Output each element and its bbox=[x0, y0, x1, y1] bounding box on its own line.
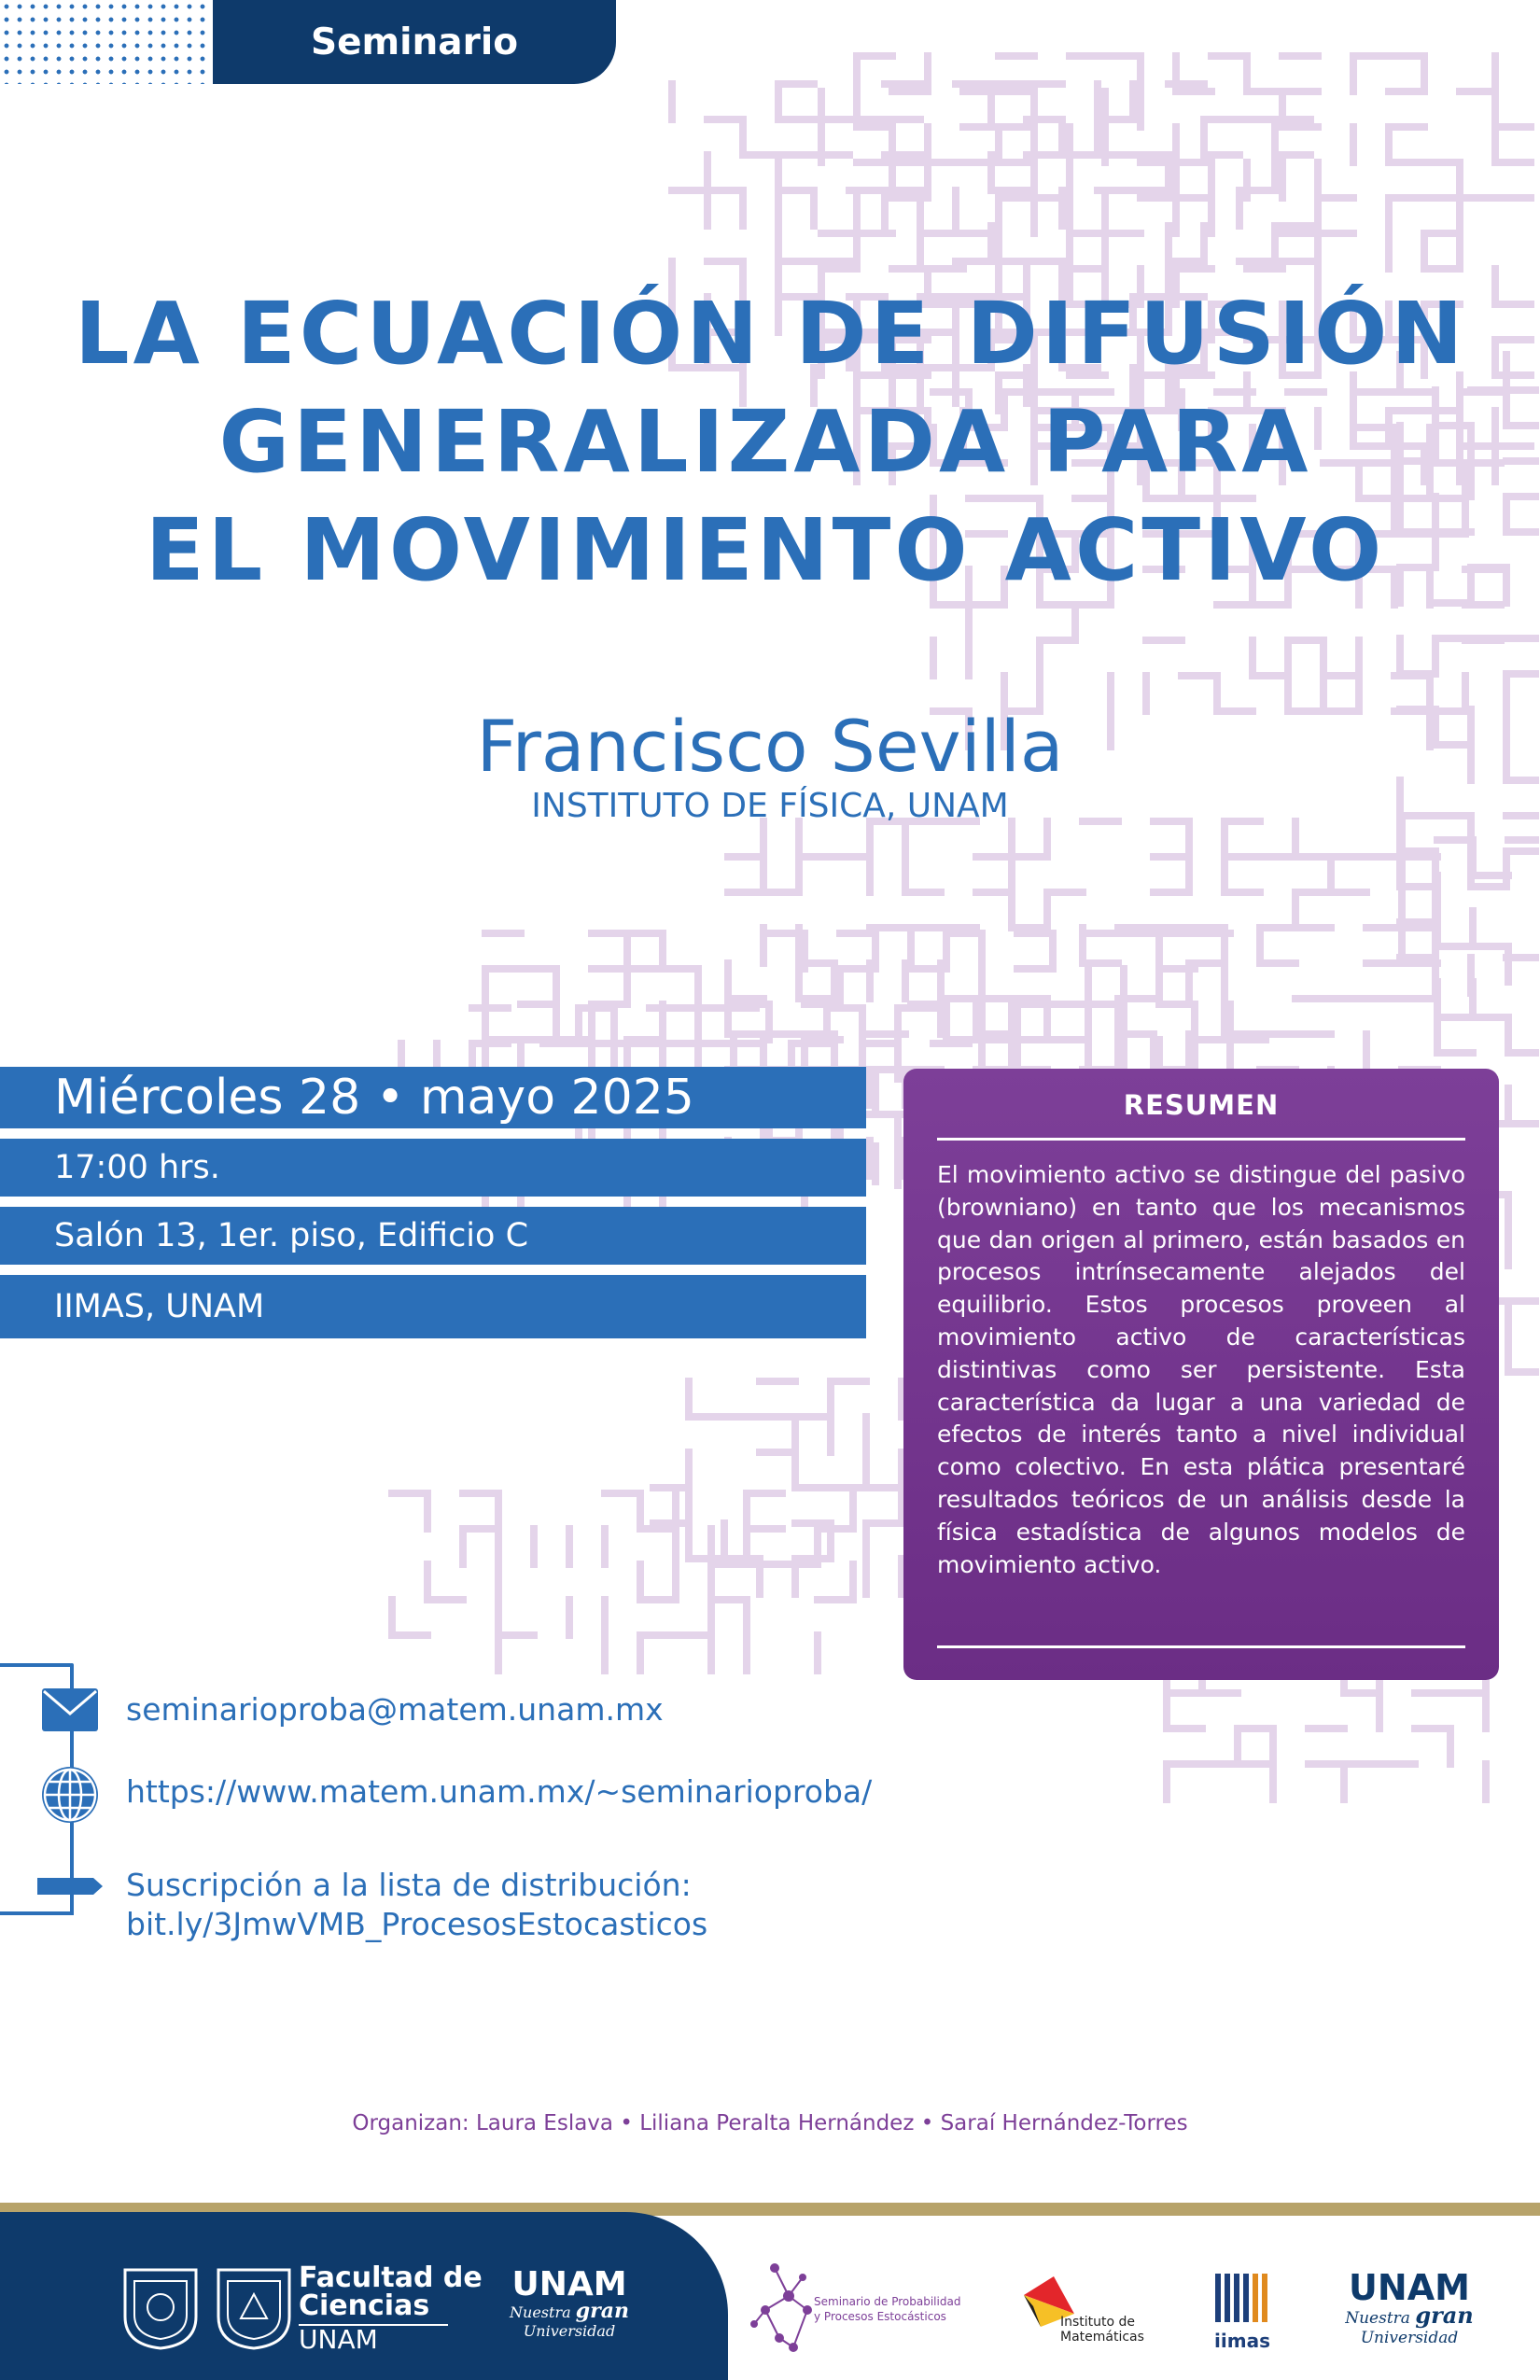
subscription-label: Suscripción a la lista de distribución: bbox=[126, 1867, 692, 1903]
instituto-logo-line-1: Instituto de bbox=[1060, 2315, 1136, 2330]
contact-email[interactable]: seminarioproba@matem.unam.mx bbox=[126, 1691, 664, 1728]
contact-website[interactable]: https://www.matem.unam.mx/~seminarioproba/ bbox=[126, 1773, 873, 1810]
unam-logo-right bbox=[1344, 2267, 1475, 2347]
page-title bbox=[75, 280, 1467, 605]
resumen-box bbox=[903, 1069, 1499, 1680]
motto-universidad: Universidad bbox=[523, 2322, 616, 2340]
facultad-logo bbox=[299, 2261, 483, 2355]
contact-bracket-bottom bbox=[0, 1911, 74, 1915]
iimas-icon bbox=[1213, 2270, 1269, 2326]
motto-nuestra-right: Nuestra bbox=[1345, 2309, 1410, 2328]
unam-shield-logo bbox=[119, 2266, 202, 2350]
unam-motto-logo bbox=[509, 2265, 630, 2340]
speaker-name: Francisco Sevilla bbox=[476, 705, 1064, 788]
facultad-shield-logo bbox=[213, 2266, 295, 2350]
resumen-divider bbox=[937, 1138, 1465, 1141]
event-place: IIMAS, UNAM bbox=[0, 1275, 866, 1338]
resumen-divider-bottom bbox=[937, 1645, 1465, 1648]
resumen-text: El movimiento activo se distingue del pasivo (browniano) en tanto que los mecanismos que dan origen al primero, están basados en procesos intrínsecamente alejados del equilibrio. Estos procesos proveen al movimiento activo de características distintivas como ser persistente. Esta característica da lugar a una variedad de efectos de interés tanto a nivel individual como colectivo. En esta plática presentaré resultados teóricos de un análisis desde la física estadística de algunos modelos de movimiento activo. bbox=[937, 1161, 1465, 1578]
title-line-1: LA ECUACIÓN DE DIFUSIÓN bbox=[75, 284, 1467, 384]
motto-nuestra: Nuestra bbox=[510, 2303, 571, 2321]
seminario-tag: Seminario bbox=[213, 0, 616, 84]
resumen-heading: RESUMEN bbox=[1123, 1089, 1280, 1121]
unam-wordmark-right: UNAM bbox=[1349, 2267, 1470, 2308]
seminario-network-logo bbox=[747, 2259, 821, 2361]
facultad-line-2: Ciencias bbox=[299, 2289, 430, 2322]
event-time: 17:00 hrs. bbox=[0, 1139, 866, 1197]
motto-gran-right: gran bbox=[1415, 2302, 1474, 2329]
link-icon bbox=[37, 1876, 105, 1897]
contact-bracket-top bbox=[0, 1663, 74, 1667]
dot-pattern bbox=[0, 0, 215, 84]
motto-gran: gran bbox=[575, 2299, 629, 2323]
motto-universidad-right: Universidad bbox=[1360, 2329, 1459, 2347]
event-room: Salón 13, 1er. piso, Edificio C bbox=[0, 1207, 866, 1265]
facultad-line-1: Facultad de bbox=[299, 2261, 483, 2294]
envelope-icon bbox=[41, 1687, 99, 1732]
title-line-2: GENERALIZADA PARA bbox=[218, 392, 1312, 492]
speaker-affiliation: INSTITUTO DE FÍSICA, UNAM bbox=[531, 787, 1009, 825]
unam-wordmark: UNAM bbox=[511, 2265, 627, 2303]
globe-icon bbox=[39, 1764, 101, 1826]
seminario-logo-line-2: y Procesos Estocásticos bbox=[814, 2310, 946, 2323]
iimas-wordmark: iimas bbox=[1214, 2330, 1270, 2352]
organizers: Organizan: Laura Eslava • Liliana Peralta Hernández • Saraí Hernández-Torres bbox=[352, 2111, 1188, 2135]
event-date: Miércoles 28 • mayo 2025 bbox=[0, 1067, 866, 1128]
seminario-logo-line-1: Seminario de Probabilidad bbox=[814, 2295, 961, 2308]
seminario-logo-text bbox=[814, 2294, 960, 2324]
instituto-logo-text bbox=[1060, 2315, 1144, 2345]
instituto-logo-line-2: Matemáticas bbox=[1060, 2330, 1144, 2345]
subscription-link[interactable]: bit.ly/3JmwVMB_ProcesosEstocasticos bbox=[126, 1906, 708, 1942]
title-line-3: EL MOVIMIENTO ACTIVO bbox=[145, 500, 1386, 600]
facultad-line-3: UNAM bbox=[299, 2324, 448, 2354]
